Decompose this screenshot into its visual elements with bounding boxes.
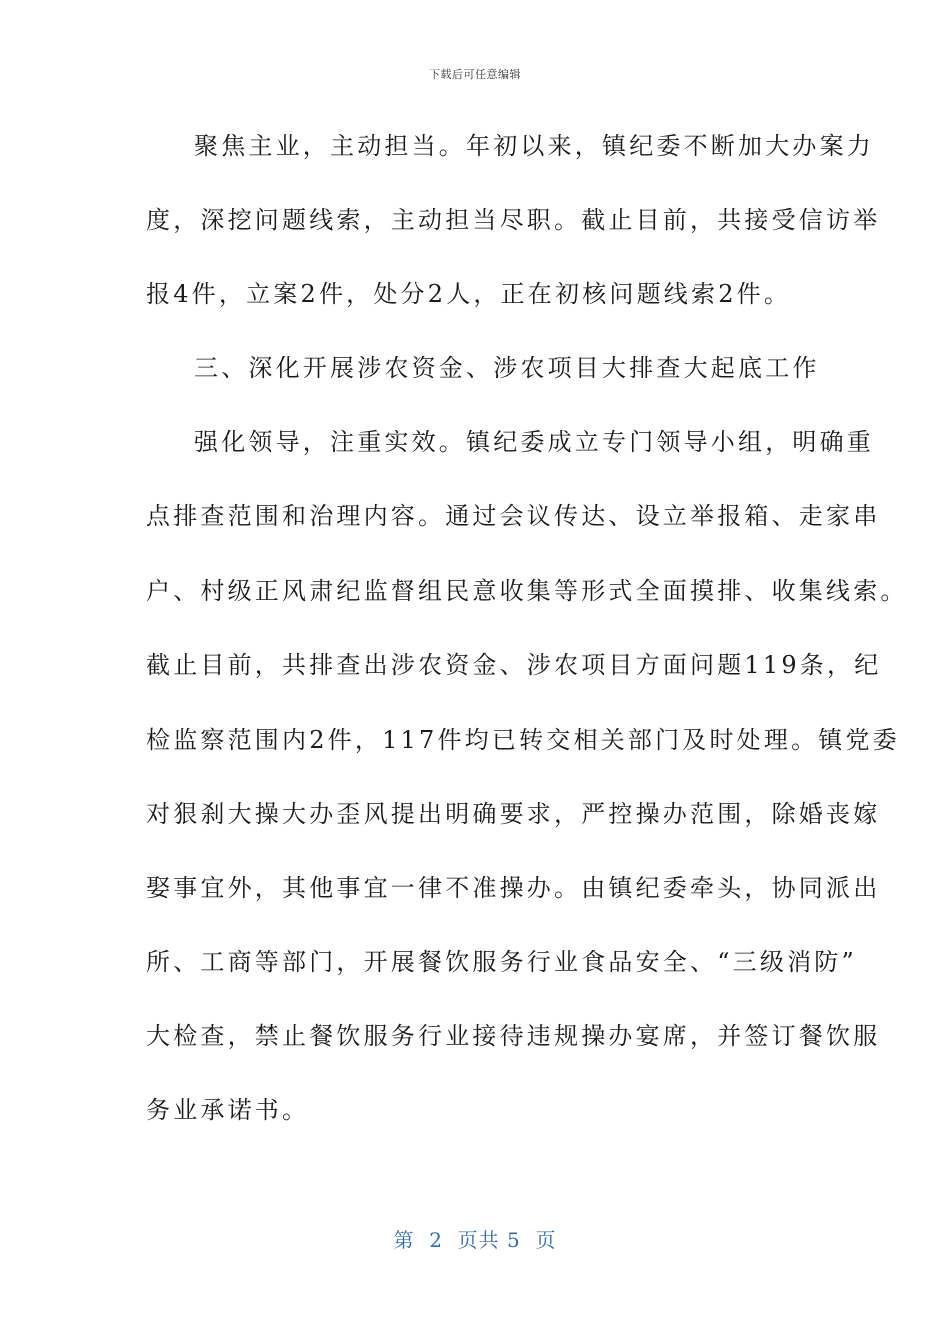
page-header: 下载后可任意编辑 [429,68,521,81]
paragraph-line: 娶事宜外，其他事宜一律不准操办。由镇纪委牵头，协同派出 [146,874,881,902]
paragraph-line: 聚焦主业，主动担当。年初以来，镇纪委不断加大办案力 [194,132,874,160]
paragraph-line: 强化领导，注重实效。镇纪委成立专门领导小组，明确重 [194,428,874,456]
paragraph-line: 所、工商等部门，开展餐饮服务行业食品安全、“三级消防” [146,948,857,976]
paragraph-line: 截止目前，共排查出涉农资金、涉农项目方面问题119条，纪 [146,651,882,679]
paragraph-line: 度，深挖问题线索，主动担当尽职。截止目前，共接受信访举 [146,206,881,234]
paragraph-line: 务业承诺书。 [146,1096,310,1124]
paragraph-line: 报4件，立案2件，处分2人，正在初核问题线索2件。 [146,280,792,308]
paragraph-line: 大检查，禁止餐饮服务行业接待违规操办宴席，并签订餐饮服 [146,1022,881,1050]
paragraph-line: 检监察范围内2件，117件均已转交相关部门及时处理。镇党委 [146,726,900,754]
paragraph-line: 对狠刹大操大办歪风提出明确要求，严控操办范围，除婚丧嫁 [146,800,881,828]
page-number-footer: 第 2 页共 5 页 [393,1228,557,1252]
paragraph-line: 点排查范围和治理内容。通过会议传达、设立举报箱、走家串 [146,502,881,530]
paragraph-line: 户、村级正风肃纪监督组民意收集等形式全面摸排、收集线索。 [146,577,908,605]
section-heading: 三、深化开展涉农资金、涉农项目大排查大起底工作 [194,354,820,382]
